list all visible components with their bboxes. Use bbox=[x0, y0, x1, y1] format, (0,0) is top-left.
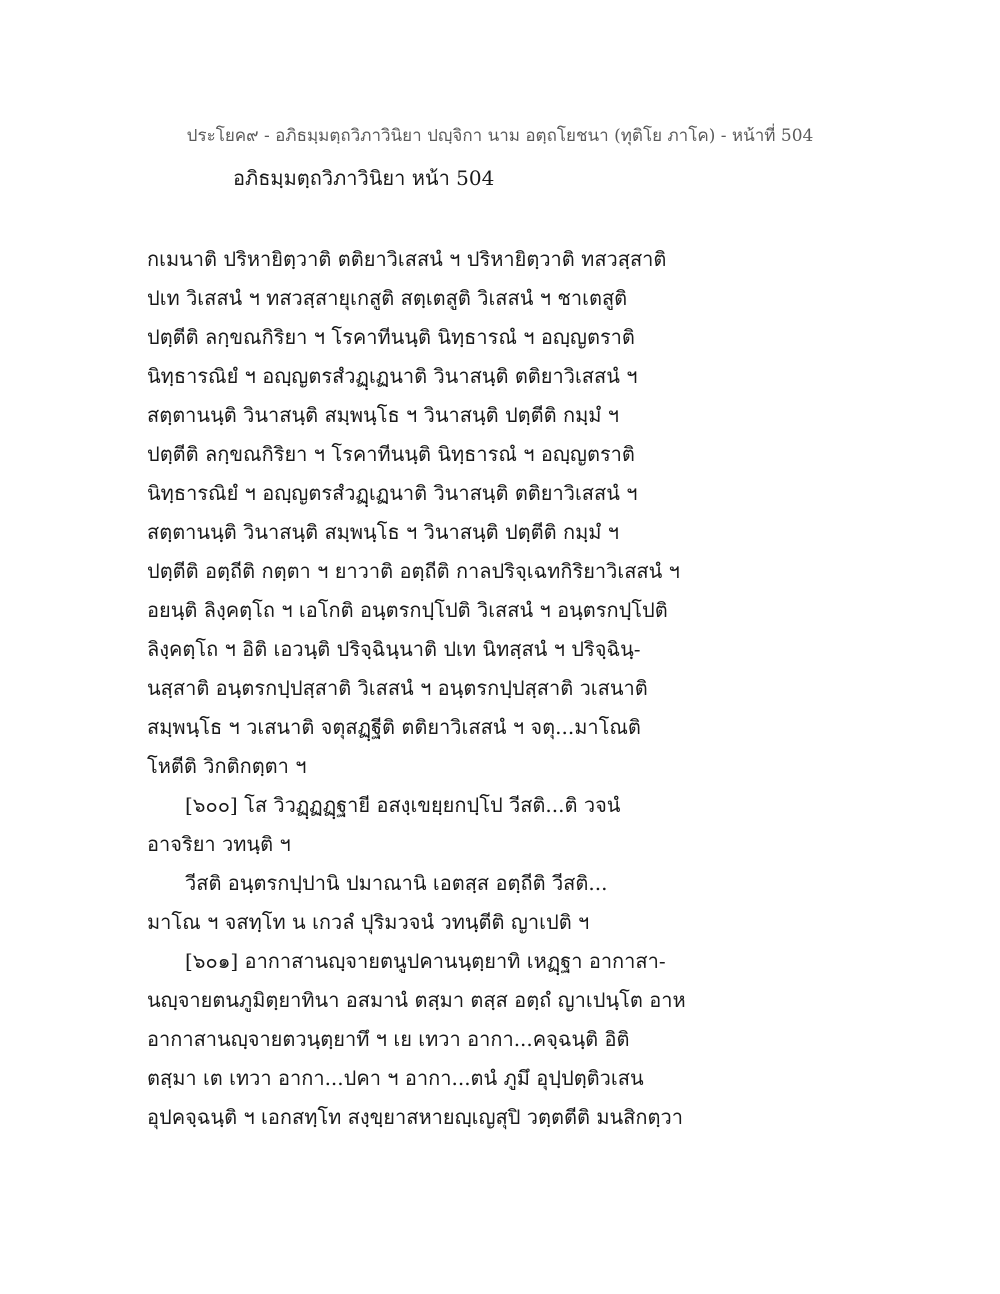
page-title: อภิธมฺมตฺถวิภาวินิยา หน้า 504 bbox=[233, 166, 495, 190]
text-line: สมฺพนฺโธ ฯ วเสนาติ จตุสฏฺฐีติ ตติยาวิเสสนํ ฯ จตุ...มาโณติ bbox=[147, 715, 641, 739]
text-line: ตสฺมา เต เทวา อากา...ปคา ฯ อากา...ตนํ ภูมึ อุปฺปตฺติวเสน bbox=[147, 1066, 644, 1090]
text-line: สตฺตานนฺติ วินาสนฺติ สมฺพนฺโธ ฯ วินาสนฺติ ปตฺตีติ กมฺมํ ฯ bbox=[147, 520, 620, 544]
text-line: นิทฺธารณิยํ ฯ อญฺญตรสํวฏฺเฏนาติ วินาสนฺติ ตติยาวิเสสนํ ฯ bbox=[147, 481, 638, 505]
text-line: มาโณ ฯ จสทฺโท น เกวลํ ปุริมวจนํ วทนฺตีติ ญาเปติ ฯ bbox=[147, 910, 590, 934]
text-line: ปตฺตีติ ลกฺขณกิริยา ฯ โรคาทีนนฺติ นิทฺธารณํ ฯ อญฺญตราติ bbox=[147, 442, 635, 466]
text-line: นสฺสาติ อนฺตรกปฺปสฺสาติ วิเสสนํ ฯ อนฺตรกปฺปสฺสาติ วเสนาติ bbox=[147, 676, 648, 700]
paragraph-start-line: วีสติ อนฺตรกปฺปานิ ปมาณานิ เอตสฺส อตฺถีติ วีสติ... bbox=[185, 871, 608, 895]
body-text bbox=[147, 240, 707, 1137]
text-line: อุปคจฺฉนฺติ ฯ เอกสทฺโท สงฺขฺยาสหายญฺเญสุปิ วตฺตตีติ มนสิกตฺวา bbox=[147, 1105, 683, 1129]
text-line: นิทฺธารณิยํ ฯ อญฺญตรสํวฏฺเฏนาติ วินาสนฺติ ตติยาวิเสสนํ ฯ bbox=[147, 364, 638, 388]
text-line: กเมนาติ ปริหายิตฺวาติ ตติยาวิเสสนํ ฯ ปริหายิตฺวาติ ทสวสฺสาติ bbox=[147, 247, 667, 271]
paragraph-start-line: [๖๐๐] โส วิวฏฺฏฏฺฐายี อสงฺเขยฺยกปฺโป วีสติ...ติ วจนํ bbox=[185, 793, 621, 817]
text-line: สตฺตานนฺติ วินาสนฺติ สมฺพนฺโธ ฯ วินาสนฺติ ปตฺตีติ กมฺมํ ฯ bbox=[147, 403, 620, 427]
text-line: ปตฺตีติ ลกฺขณกิริยา ฯ โรคาทีนนฺติ นิทฺธารณํ ฯ อญฺญตราติ bbox=[147, 325, 635, 349]
text-line: ปเท วิเสสนํ ฯ ทสวสฺสายุเกสูติ สตฺเตสูติ วิเสสนํ ฯ ชาเตสูติ bbox=[147, 286, 628, 310]
running-header: ประโยค๙ - อภิธมฺมตฺถวิภาวินิยา ปญฺจิกา นาม อตฺถโยชนา (ทุติโย ภาโค) - หน้าที่ 504 bbox=[186, 126, 814, 146]
paragraph-start-line: [๖๐๑] อากาสานญฺจายตนูปคานนฺตฺยาทิ เหฏฺฐา อากาสา- bbox=[185, 949, 666, 973]
text-line: อาจริยา วทนฺติ ฯ bbox=[147, 832, 291, 856]
text-line: นญฺจายตนภูมิตฺยาทินา อสมานํ ตสฺมา ตสฺส อตฺถํ ญาเปนฺโต อาห bbox=[147, 988, 686, 1012]
text-line: อากาสานญฺจายตวนฺตฺยาทึ ฯ เย เทวา อากา...คจฺฉนฺติ อิติ bbox=[147, 1027, 630, 1051]
text-line: โหตีติ วิกติกตฺตา ฯ bbox=[147, 754, 307, 778]
text-line: ลิงฺคตฺโถ ฯ อิติ เอวนฺติ ปริจฺฉินฺนาติ ปเท นิทสฺสนํ ฯ ปริจฺฉินฺ- bbox=[147, 637, 641, 661]
text-line: อยนฺติ ลิงฺคตฺโถ ฯ เอโกติ อนฺตรกปฺโปติ วิเสสนํ ฯ อนฺตรกปฺโปติ bbox=[147, 598, 668, 622]
text-line: ปตฺตีติ อตฺถีติ กตฺตา ฯ ยาวาติ อตฺถีติ กาลปริจฺเฉทกิริยาวิเสสนํ ฯ bbox=[147, 559, 680, 583]
